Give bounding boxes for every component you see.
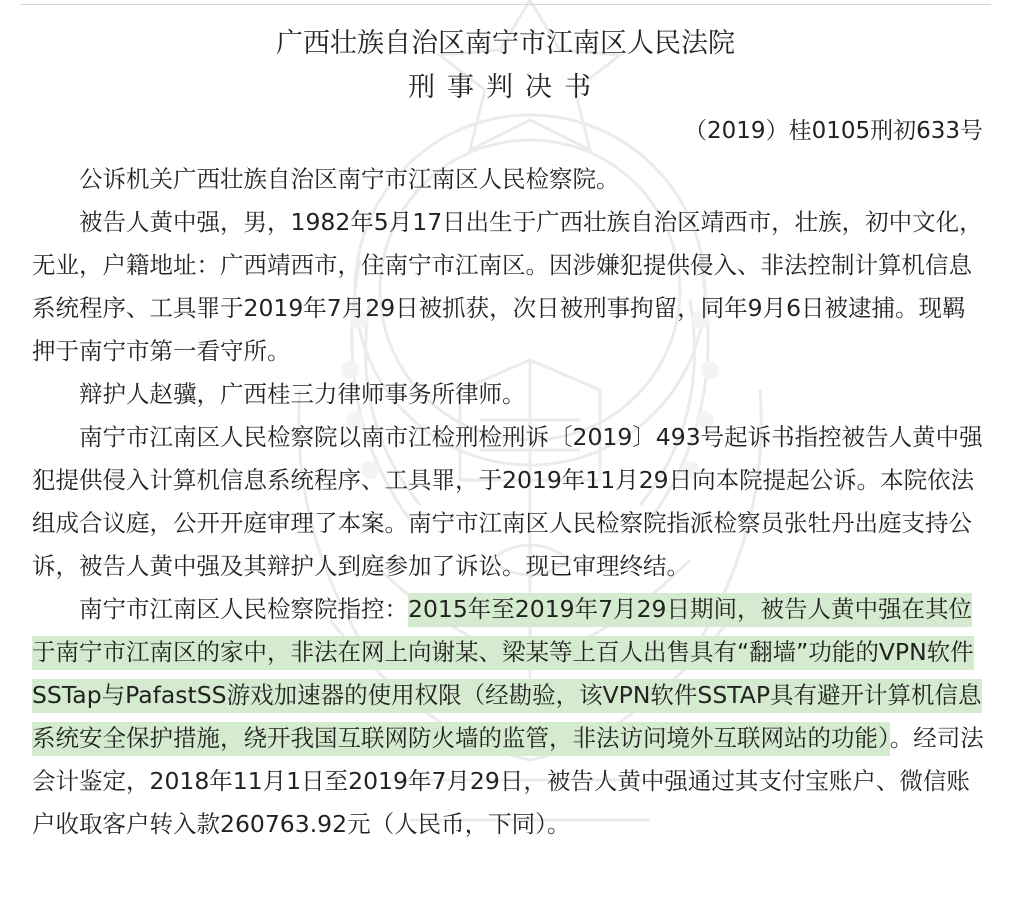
paragraph-charges bbox=[32, 588, 984, 846]
charge-tail: 。经司法会计鉴定，2018年11月1日至2019年7月29日，被告人黄中强通过其支付宝账户、微信账户收取客户转入款260763.92元（人民币，下同）。 bbox=[32, 724, 984, 838]
document-body bbox=[32, 158, 984, 846]
paragraph-defendant: 被告人黄中强，男，1982年5月17日出生于广西壮族自治区靖西市，壮族，初中文化，无业，户籍地址：广西靖西市，住南宁市江南区。因涉嫌犯提供侵入、非法控制计算机信息系统程序、工具罪于2019年7月29日被抓获，次日被刑事拘留，同年9月6日被逮捕。现羁押于南宁市第一看守所。 bbox=[32, 208, 983, 365]
charge-lead: 南宁市江南区人民检察院指控： bbox=[79, 595, 408, 623]
paragraph-prosecutor: 公诉机关广西壮族自治区南宁市江南区人民检察院。 bbox=[79, 165, 620, 193]
highlighted-text: 2015年至2019年7月29日期间，被告人黄中强在其位于南宁市江南区的家中，非法在网上向谢某、梁某等上百人出售具有“翻墙”功能的VPN软件SSTap与PafastSS游戏加速器的使用权限（经勘验，该VPN软件SSTAP具有避开计算机信息系统安全保护措施，绕开我国互联网防火墙的监管，非法访问境外互联网站的功能） bbox=[32, 593, 982, 756]
paragraph-defense-counsel: 辩护人赵骥，广西桂三力律师事务所律师。 bbox=[79, 380, 526, 408]
document-type-title: 刑事判决书 bbox=[408, 72, 603, 103]
court-name: 广西壮族自治区南宁市江南区人民法院 bbox=[276, 28, 735, 59]
paragraph-procedure: 南宁市江南区人民检察院以南市江检刑检刑诉〔2019〕493号起诉书指控被告人黄中强犯提供侵入计算机信息系统程序、工具罪，于2019年11月29日向本院提起公诉。本院依法组成合议庭，公开开庭审理了本案。南宁市江南区人民检察院指派检察员张牡丹出庭支持公诉，被告人黄中强及其辩护人到庭参加了诉讼。现已审理终结。 bbox=[32, 423, 983, 580]
case-number: （2019）桂0105刑初633号 bbox=[684, 118, 983, 144]
top-divider bbox=[20, 4, 991, 5]
